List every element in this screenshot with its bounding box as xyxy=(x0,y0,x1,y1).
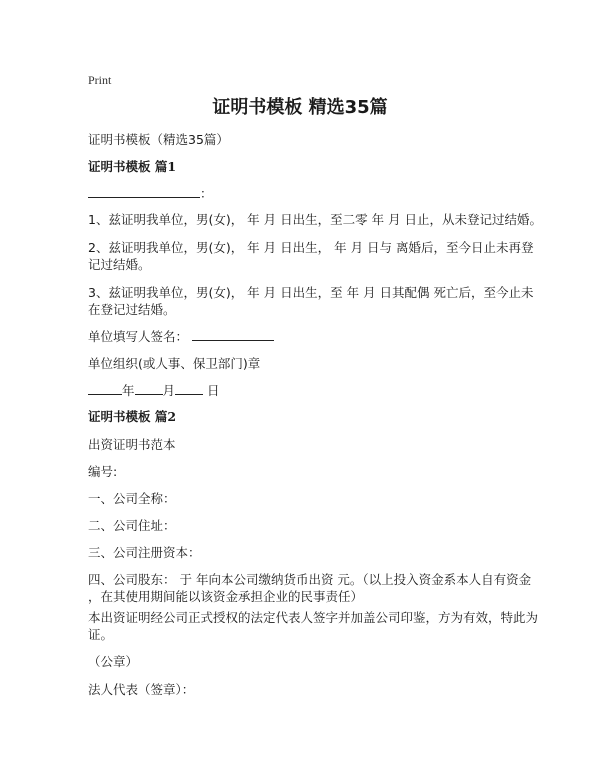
company-name: 一、公司全称： xyxy=(88,491,176,506)
item-3-line-1: 3、兹证明我单位，男(女)， 年 月 日出生，至 年 月 日其配偶 死亡后，至今止未 xyxy=(88,285,534,300)
colon: ： xyxy=(200,186,213,201)
item-2-line-1: 2、兹证明我单位，男(女)， 年 月 日出生， 年 月 日与 离婚后，至今日止未再登 xyxy=(88,240,534,255)
registered-capital: 三、公司注册资本： xyxy=(88,545,201,560)
month-label: 月 xyxy=(162,383,176,398)
section-heading-1: 证明书模板 篇1 xyxy=(88,159,177,174)
shareholder-line-1: 四、公司股东： 于 年向本公司缴纳货币出资 元。（以上投入资金系本人自有资金 xyxy=(88,572,532,587)
signer-blank xyxy=(192,328,274,341)
item-2-line-2: 记过结婚。 xyxy=(88,257,151,272)
year-label: 年 xyxy=(122,383,135,398)
number-label: 编号: xyxy=(88,464,118,479)
print-label[interactable]: Print xyxy=(88,73,112,87)
seal-label: （公章） xyxy=(88,654,139,669)
shareholder-line-2: ，在其使用期间能以该资金承担企业的民事责任） xyxy=(88,589,364,604)
day-blank xyxy=(175,382,203,395)
company-address: 二、公司住址： xyxy=(88,518,176,533)
signer-line xyxy=(88,328,274,346)
doc-title: 出资证明书范本 xyxy=(88,437,176,452)
item-3-line-2: 在登记过结婚。 xyxy=(88,302,176,317)
addressee-line xyxy=(88,185,213,203)
org-stamp: 单位组织(或人事、保卫部门)章 xyxy=(88,356,261,371)
validity-line-1: 本出资证明经公司正式授权的法定代表人签字并加盖公司印鉴，方为有效，特此为 xyxy=(88,610,539,625)
signer-label: 单位填写人签名： xyxy=(88,329,189,344)
validity-line-2: 证。 xyxy=(88,627,114,642)
legal-rep: 法人代表（签章）： xyxy=(88,682,195,697)
month-blank xyxy=(135,382,163,395)
day-label: 日 xyxy=(207,383,220,398)
year-blank xyxy=(88,382,122,395)
page-title: 证明书模板 精选35篇 xyxy=(212,97,388,118)
item-1: 1、兹证明我单位，男(女)， 年 月 日出生，至二零 年 月 日止，从未登记过结婚。 xyxy=(88,212,543,227)
section-heading-2: 证明书模板 篇2 xyxy=(88,409,177,424)
subtitle: 证明书模板（精选35篇） xyxy=(88,132,229,147)
addressee-blank xyxy=(88,185,200,198)
date-line xyxy=(88,382,220,400)
